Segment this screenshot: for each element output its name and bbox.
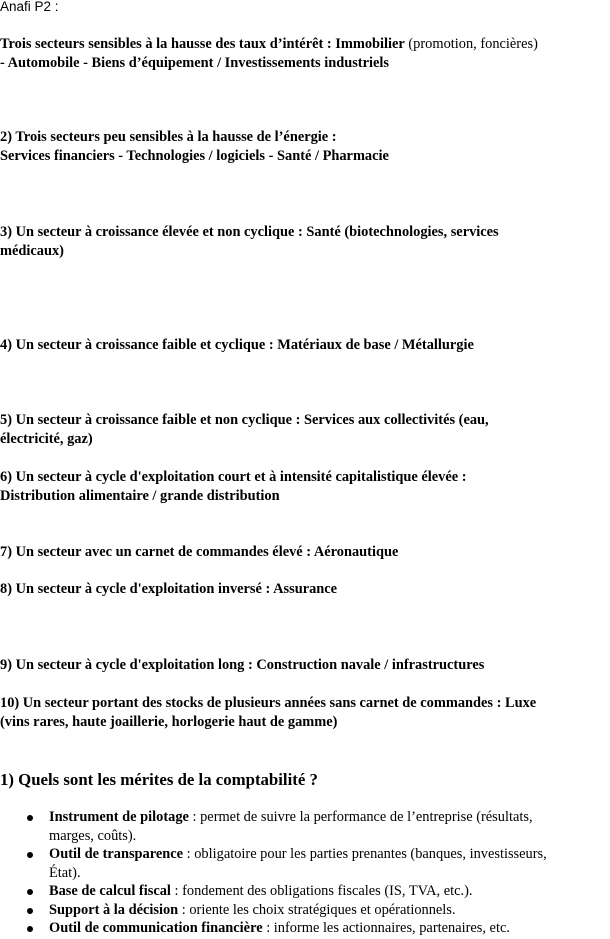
section-3: [0, 223, 608, 260]
bullet-icon: [27, 926, 33, 932]
section-5-line2: électricité, gaz): [0, 430, 93, 447]
section-1-lead: Trois secteurs sensibles à la hausse des taux d’intérêt : Immobilier: [0, 36, 405, 52]
merit-text: : obligatoire pour les parties prenantes (banques, investisseurs,: [183, 846, 547, 862]
list-item: [0, 845, 610, 882]
merits-list: [0, 808, 610, 938]
merit-text: : oriente les choix stratégiques et opérationnels.: [178, 901, 456, 918]
bullet-icon: [27, 889, 33, 895]
section-3-line1: 3) Un secteur à croissance élevée et non cyclique : Santé (biotechnologies, services: [0, 224, 499, 240]
question-heading: 1) Quels sont les mérites de la comptabilité ?: [0, 770, 318, 789]
list-item: [0, 919, 610, 938]
section-6-line1: 6) Un secteur à cycle d'exploitation court et à intensité capitalistique élevée :: [0, 469, 467, 485]
section-2-line2: Services financiers - Technologies / logiciels - Santé / Pharmacie: [0, 147, 389, 164]
section-4-line1: 4) Un secteur à croissance faible et cyclique : Matériaux de base / Métallurgie: [0, 337, 474, 353]
bullet-icon: [27, 852, 33, 858]
section-7-line1: 7) Un secteur avec un carnet de commandes élevé : Aéronautique: [0, 544, 399, 560]
section-8: [0, 580, 608, 599]
section-1-rest: (promotion, foncières): [404, 36, 538, 52]
section-2-line1: 2) Trois secteurs peu sensibles à la hausse de l’énergie :: [0, 129, 337, 145]
section-5-line1: 5) Un secteur à croissance faible et non cyclique : Services aux collectivités (eau,: [0, 412, 489, 428]
section-7: [0, 543, 608, 562]
section-5: [0, 411, 608, 448]
merit-term: Base de calcul fiscal: [49, 883, 171, 899]
merit-term: Outil de communication financière: [49, 920, 263, 936]
merit-term: Support à la décision: [49, 901, 179, 918]
list-item: [0, 808, 610, 845]
bullet-icon: [27, 815, 33, 821]
section-2: [0, 128, 608, 165]
section-6: [0, 468, 608, 505]
list-item: [0, 901, 610, 920]
merit-text: : informe les actionnaires, partenaires, etc.: [262, 920, 510, 936]
merit-term: Outil de transparence: [49, 846, 184, 862]
section-6-line2: Distribution alimentaire / grande distribution: [0, 487, 280, 504]
section-10-line1: 10) Un secteur portant des stocks de plusieurs années sans carnet de commandes : Luxe: [0, 695, 537, 711]
section-9: [0, 656, 608, 675]
section-8-line1: 8) Un secteur à cycle d'exploitation inversé : Assurance: [0, 581, 338, 597]
section-10: [0, 694, 608, 731]
merit-text: : permet de suivre la performance de l’entreprise (résultats,: [188, 809, 533, 825]
section-10-line2: (vins rares, haute joaillerie, horlogerie haut de gamme): [0, 713, 338, 730]
merit-text-cont: État).: [49, 864, 81, 881]
section-1-line2: - Automobile - Biens d’équipement / Investissements industriels: [0, 54, 389, 71]
section-1: [0, 35, 608, 72]
section-9-line1: 9) Un secteur à cycle d'exploitation long : Construction navale / infrastructures: [0, 657, 485, 673]
merit-text: : fondement des obligations fiscales (IS, TVA, etc.).: [170, 883, 473, 899]
merit-text-cont: marges, coûts).: [49, 827, 137, 844]
merit-term: Instrument de pilotage: [49, 809, 189, 825]
section-3-line2: médicaux): [0, 242, 64, 259]
section-4: [0, 336, 608, 355]
list-item: [0, 882, 610, 901]
bullet-icon: [27, 908, 33, 914]
document-header: Anafi P2 :: [0, 0, 59, 14]
